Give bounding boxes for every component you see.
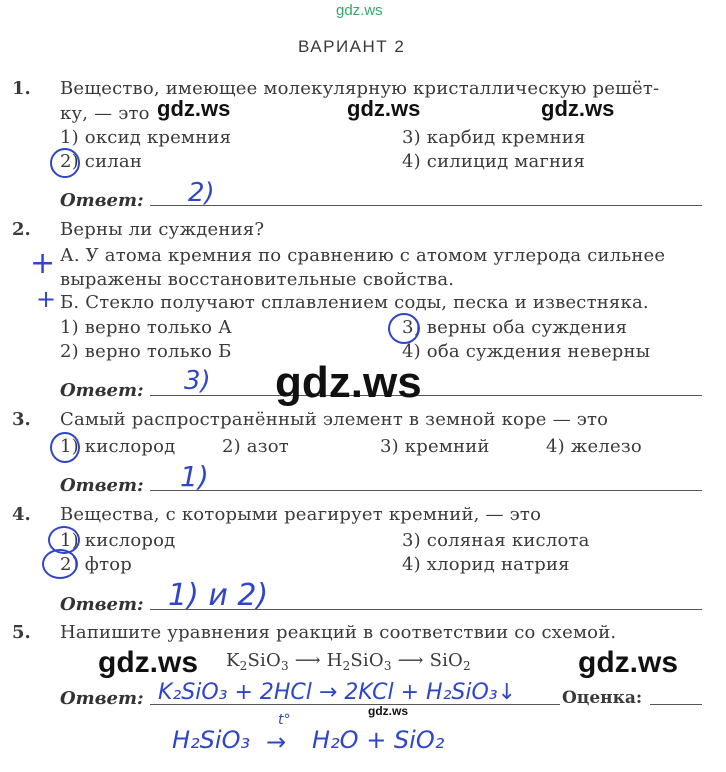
q2-option-2[interactable]: 2) верно только Б	[60, 341, 232, 362]
q3-option-2[interactable]: 2) азот	[222, 436, 289, 457]
watermark-large: gdz.ws	[275, 358, 422, 407]
q3-handwritten-answer: 1)	[180, 460, 209, 493]
q4-option-4[interactable]: 4) хлорид натрия	[402, 554, 570, 575]
q4-answer-label: Ответ:	[60, 594, 144, 615]
q1-text-line1: Вещество, имеющее молекулярную кристаллическую решёт-	[60, 78, 660, 99]
q5-handwritten-equation-2-left: H₂SiO₃	[172, 726, 251, 754]
q5-number: 5.	[12, 622, 31, 643]
scheme-sub: 2	[463, 659, 471, 673]
watermark: gdz.ws	[98, 646, 199, 679]
q1-option-2[interactable]: 2) силан	[60, 151, 143, 172]
q3-text: Самый распространённый элемент в земной коре — это	[60, 409, 609, 430]
q1-option-4[interactable]: 4) силицид магния	[402, 151, 585, 172]
q4-option-1[interactable]: 1) кислород	[60, 530, 176, 551]
watermark-top: gdz.ws	[336, 2, 383, 19]
q2-answer-label: Ответ:	[60, 380, 144, 401]
q4-number: 4.	[12, 504, 31, 525]
watermark: gdz.ws	[578, 646, 679, 679]
q5-answer-label: Ответ:	[60, 688, 144, 709]
q4-text: Вещества, с которыми реагирует кремний, — это	[60, 504, 542, 525]
q2-option-1[interactable]: 1) верно только А	[60, 317, 232, 338]
page-title: ВАРИАНТ 2	[298, 37, 406, 56]
plus-mark-a: +	[30, 246, 56, 281]
scheme-h: H	[326, 650, 343, 671]
watermark-small: gdz.ws	[368, 704, 409, 718]
q1-option-1[interactable]: 1) оксид кремния	[60, 127, 232, 148]
q3-option-4[interactable]: 4) железо	[546, 436, 642, 457]
scheme-sub: 3	[280, 659, 289, 673]
q5-arrow: →	[266, 728, 287, 756]
scheme-arrow: ⟶	[294, 650, 321, 671]
q5-text: Напишите уравнения реакций в соответствии со схемой.	[60, 622, 617, 643]
selection-circle	[50, 432, 80, 463]
selection-circle	[42, 549, 78, 579]
scheme-sub: 2	[342, 659, 351, 673]
scheme-k: K	[226, 650, 240, 671]
q1-answer-line	[150, 205, 702, 206]
q2-text: Верны ли суждения?	[60, 219, 265, 240]
q2-number: 2.	[12, 219, 31, 240]
scheme-sub: 3	[383, 659, 392, 673]
q1-text-line2: ку, — это	[60, 103, 150, 124]
q5-heat-condition: t°	[278, 712, 291, 728]
q2-handwritten-answer: 3)	[184, 366, 211, 396]
selection-circle	[388, 313, 420, 344]
scheme-sio: SiO	[247, 650, 281, 671]
scheme-sio: SiO	[350, 650, 384, 671]
q2-statement-a-line2: выражены восстановительные свойства.	[60, 269, 455, 290]
q1-answer-label: Ответ:	[60, 190, 144, 211]
q1-number: 1.	[12, 78, 31, 99]
plus-mark-b: +	[36, 285, 57, 313]
q1-option-3[interactable]: 3) карбид кремния	[402, 127, 586, 148]
watermark: gdz.ws	[157, 96, 231, 121]
selection-circle	[50, 148, 80, 178]
q2-statement-b: Б. Стекло получают сплавлением соды, песка и известняка.	[60, 292, 649, 313]
q4-handwritten-answer: 1) и 2)	[168, 578, 269, 613]
watermark: gdz.ws	[541, 96, 615, 121]
q5-handwritten-equation-2-right: H₂O + SiO₂	[312, 726, 445, 754]
q3-option-3[interactable]: 3) кремний	[380, 436, 490, 457]
q2-answer-line	[150, 395, 702, 396]
q3-option-1[interactable]: 1) кислород	[60, 436, 176, 457]
q3-answer-line	[150, 490, 702, 491]
q5-handwritten-equation-1: K₂SiO₃ + 2HCl → 2KCl + H₂SiO₃↓	[158, 680, 517, 705]
scheme-sio2: SiO	[429, 650, 464, 671]
grade-label: Оценка:	[562, 688, 643, 708]
watermark: gdz.ws	[347, 96, 421, 121]
scheme-arrow: ⟶	[397, 650, 424, 671]
q2-statement-a-line1: А. У атома кремния по сравнению с атомом углерода сильнее	[60, 245, 666, 266]
q4-option-2[interactable]: 2) фтор	[60, 554, 133, 575]
q5-scheme	[226, 650, 471, 673]
q2-option-3[interactable]: 3) верны оба суждения	[402, 317, 628, 338]
scheme-sub: 2	[239, 659, 248, 673]
q2-option-4[interactable]: 4) оба суждения неверны	[402, 341, 651, 362]
q3-number: 3.	[12, 409, 31, 430]
q1-handwritten-answer: 2)	[188, 178, 215, 208]
grade-line	[650, 704, 702, 705]
q3-answer-label: Ответ:	[60, 475, 144, 496]
q4-option-3[interactable]: 3) соляная кислота	[402, 530, 590, 551]
